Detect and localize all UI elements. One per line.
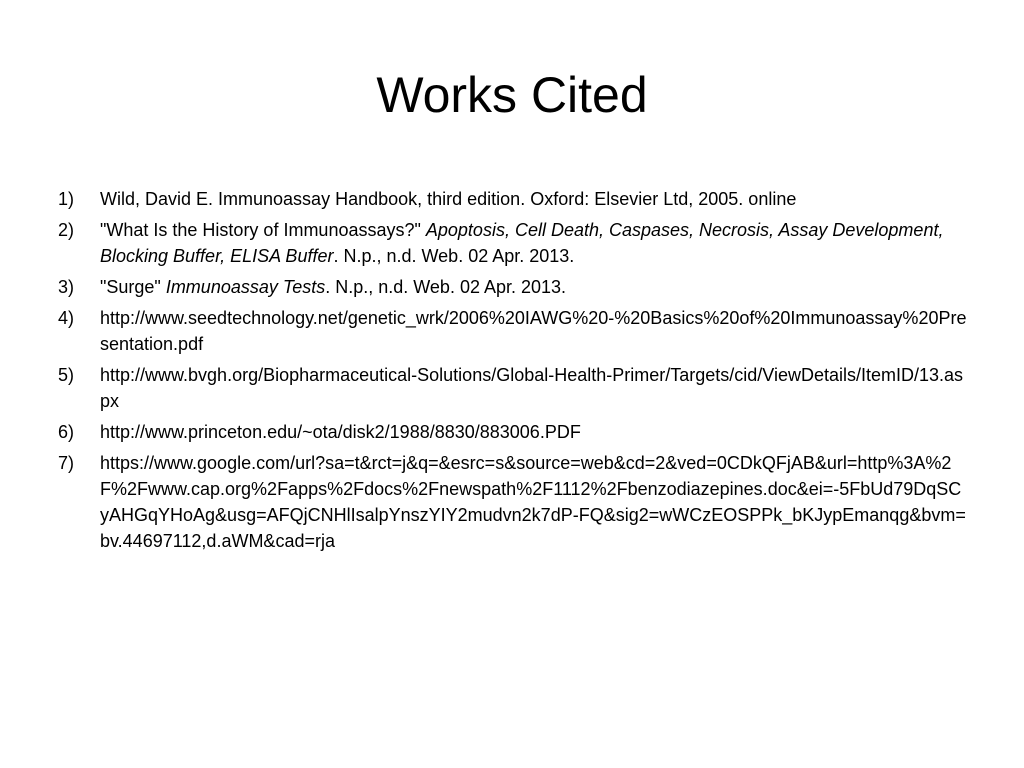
reference-text [100,217,970,269]
reference-item-4 [58,305,970,357]
reference-item-6 [58,419,970,445]
reference-number: 5) [58,365,75,385]
reference-number: 7) [58,453,75,473]
reference-details: . N.p., n.d. Web. 02 Apr. 2013. [333,246,575,266]
reference-item-7 [58,450,970,554]
reference-item-5 [58,362,970,414]
reference-source: Apoptosis, Cell Death, Caspases, Necrosis, Assay Development, Blocking Buffer, ELISA Buffer [100,220,944,266]
reference-details: . N.p., n.d. Web. 02 Apr. 2013. [325,277,567,297]
reference-item-1 [58,186,970,212]
reference-number: 4) [58,308,75,328]
reference-url: http://www.bvgh.org/Biopharmaceutical-Solutions/Global-Health-Primer/Targets/cid/ViewDetails/ItemID/13.aspx [100,365,964,411]
reference-source: Immunoassay Tests [165,277,326,297]
reference-item-3 [58,274,970,300]
reference-number: 1) [58,189,75,209]
reference-number: 2) [58,220,75,240]
reference-url: https://www.google.com/url?sa=t&rct=j&q=&esrc=s&source=web&cd=2&ved=0CDkQFjAB&url=http%3A%2F%2Fwww.cap.org%2Fapps%2Fdocs%2Fnewspath%2F1112%2Fbenzodiazepines.doc&ei=-5FbUd79DqSCyAHGqYHoAg&usg=AFQjCNHlIsalpYnszYIY2mudvn2k7dP-FQ&sig2=wWCzEOSPPk_bKJypEmanqg&bvm=bv.44697112,d.aWM&cad=rja [100,453,966,551]
reference-url: http://www.princeton.edu/~ota/disk2/1988/8830/883006.PDF [100,422,581,442]
reference-item-2 [58,217,970,269]
reference-url: http://www.seedtechnology.net/genetic_wrk/2006%20IAWG%20-%20Basics%20of%20Immunoassay%20Presentation.pdf [100,308,967,354]
reference-number: 3) [58,277,75,297]
reference-list [58,186,970,559]
reference-number: 6) [58,422,75,442]
reference-title: "What Is the History of Immunoassays?" [100,220,426,240]
reference-title: "Surge" [100,277,166,297]
slide-title: Works Cited [376,67,648,123]
reference-text [100,274,970,300]
reference-text: Wild, David E. Immunoassay Handbook, third edition. Oxford: Elsevier Ltd, 2005. online [100,189,797,209]
